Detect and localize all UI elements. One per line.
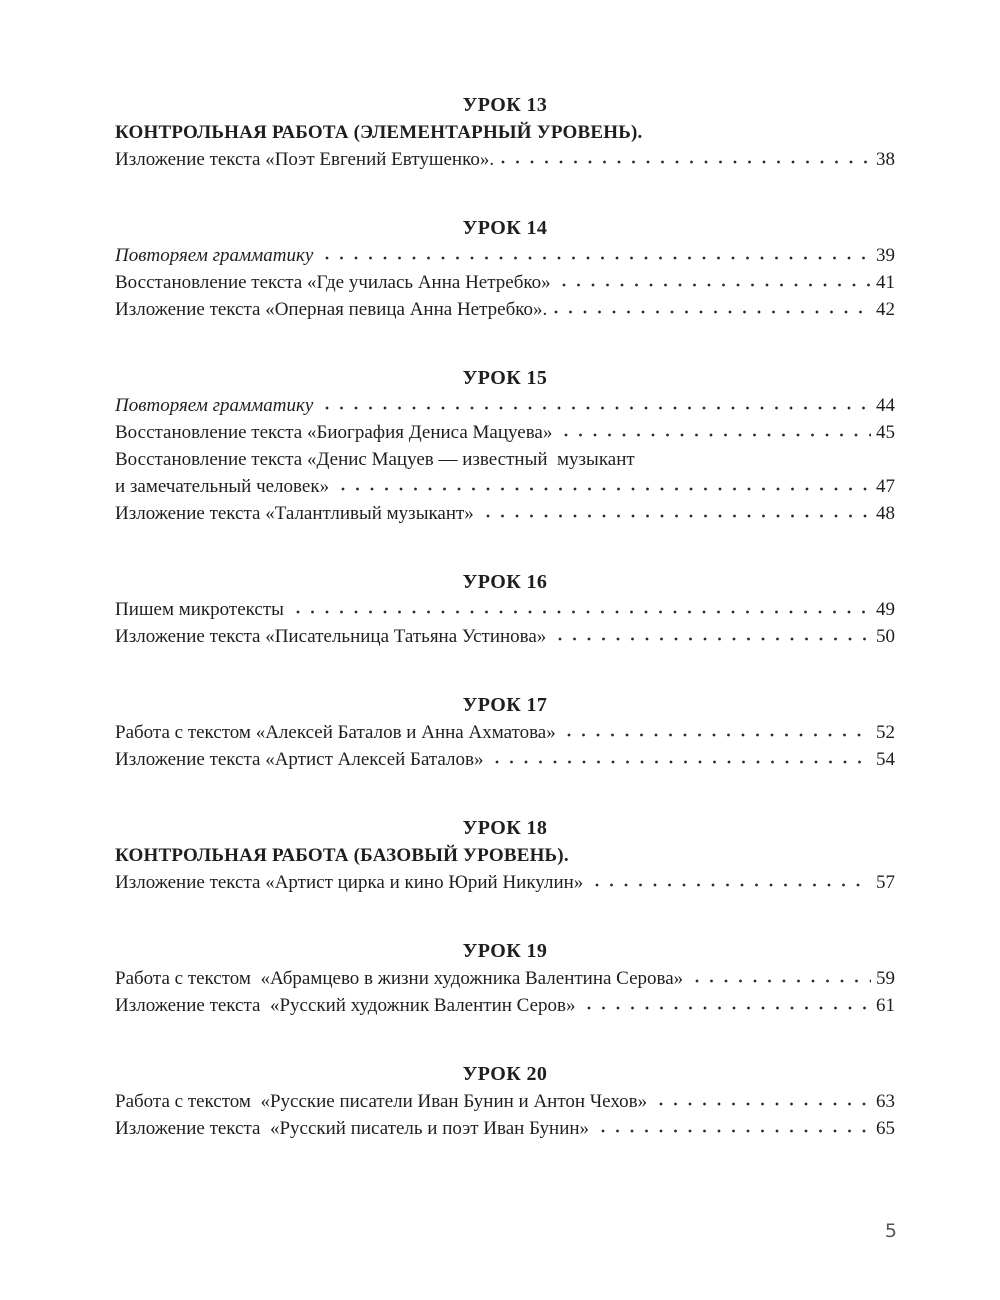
- toc-entry: [115, 965, 895, 992]
- entry-page-number: 61: [876, 995, 895, 1016]
- toc-section: [115, 569, 895, 650]
- entry-title: КОНТРОЛЬНАЯ РАБОТА (БАЗОВЫЙ УРОВЕНЬ).: [115, 845, 569, 866]
- dot-leader: [289, 596, 876, 623]
- toc-entry: [115, 746, 895, 773]
- dot-leader: [688, 965, 876, 992]
- toc-section: [115, 365, 895, 527]
- entry-page-number: 65: [876, 1118, 895, 1139]
- toc-section: [115, 215, 895, 323]
- entry-title: Изложение текста «Русский писатель и поэт Иван Бунин»: [115, 1118, 594, 1139]
- lesson-heading: УРОК 18: [462, 817, 548, 839]
- entry-title: Изложение текста «Писательница Татьяна Устинова»: [115, 626, 552, 647]
- entry-title: Восстановление текста «Биография Дениса Мацуева»: [115, 422, 558, 443]
- entry-page-number: 38: [876, 149, 895, 170]
- dot-leader: [318, 392, 876, 419]
- toc-section: [115, 938, 895, 1019]
- entry-title: Изложение текста «Талантливый музыкант»: [115, 503, 479, 524]
- toc-entry: [115, 296, 895, 323]
- toc-entry: [115, 146, 895, 173]
- toc-section: [115, 1061, 895, 1142]
- dot-leader: [488, 746, 876, 773]
- entry-title: Повторяем грамматику: [115, 245, 319, 266]
- toc-entry: [115, 719, 895, 746]
- entry-title: Изложение текста «Русский художник Валентин Серов»: [115, 995, 581, 1016]
- entry-title: Изложение текста «Артист цирка и кино Юрий Никулин»: [115, 872, 589, 893]
- entry-page-number: 42: [876, 299, 895, 320]
- entry-page-number: 57: [876, 872, 895, 893]
- entry-page-number: 47: [876, 476, 895, 497]
- toc-entry: [115, 119, 895, 146]
- lesson-heading: УРОК 14: [462, 217, 548, 239]
- entry-page-number: 49: [876, 599, 895, 620]
- toc-entry: [115, 419, 895, 446]
- toc-entry: [115, 473, 895, 500]
- toc-entry: [115, 1088, 895, 1115]
- dot-leader: [594, 1115, 876, 1142]
- dot-leader: [555, 269, 876, 296]
- toc-section: [115, 92, 895, 173]
- entry-title: Пишем микротексты: [115, 599, 289, 620]
- dot-leader: [588, 869, 876, 896]
- entry-page-number: 44: [876, 395, 895, 416]
- dot-leader: [551, 623, 876, 650]
- entry-page-number: 48: [876, 503, 895, 524]
- dot-leader: [580, 992, 876, 1019]
- dot-leader: [547, 296, 876, 323]
- entry-page-number: 50: [876, 626, 895, 647]
- entry-title: Работа с текстом «Русские писатели Иван Бунин и Антон Чехов»: [115, 1091, 652, 1112]
- toc-section: [115, 692, 895, 773]
- dot-leader: [557, 419, 876, 446]
- entry-page-number: 39: [876, 245, 895, 266]
- toc-entry: [115, 869, 895, 896]
- entry-title: Повторяем грамматику: [115, 395, 319, 416]
- entry-title: Изложение текста «Оперная певица Анна Нетребко».: [115, 299, 548, 320]
- toc-section: [115, 815, 895, 896]
- entry-title: КОНТРОЛЬНАЯ РАБОТА (ЭЛЕМЕНТАРНЫЙ УРОВЕНЬ).: [115, 122, 643, 143]
- dot-leader: [334, 473, 876, 500]
- page-number: 5: [884, 1220, 897, 1242]
- toc-entry: [115, 269, 895, 296]
- toc-entry: [115, 623, 895, 650]
- entry-page-number: 63: [876, 1091, 895, 1112]
- entry-page-number: 45: [876, 422, 895, 443]
- toc-entry: [115, 596, 895, 623]
- entry-page-number: 52: [876, 722, 895, 743]
- toc-entry: [115, 392, 895, 419]
- toc-entry: [115, 992, 895, 1019]
- toc-entry: [115, 500, 895, 527]
- dot-leader: [560, 719, 876, 746]
- lesson-heading: УРОК 16: [462, 571, 548, 593]
- entry-page-number: 41: [876, 272, 895, 293]
- toc-entry: [115, 242, 895, 269]
- dot-leader: [494, 146, 876, 173]
- entry-title: Изложение текста «Артист Алексей Баталов»: [115, 749, 489, 770]
- dot-leader: [479, 500, 876, 527]
- lesson-heading: УРОК 17: [462, 694, 548, 716]
- entry-title: Работа с текстом «Алексей Баталов и Анна Ахматова»: [115, 722, 561, 743]
- lesson-heading: УРОК 20: [462, 1063, 548, 1085]
- entry-title: Восстановление текста «Где училась Анна Нетребко»: [115, 272, 556, 293]
- dot-leader: [318, 242, 876, 269]
- entry-title: Изложение текста «Поэт Евгений Евтушенко».: [115, 149, 495, 170]
- dot-leader: [652, 1088, 876, 1115]
- lesson-heading: УРОК 13: [462, 94, 548, 116]
- toc: [115, 92, 895, 1184]
- toc-entry: [115, 1115, 895, 1142]
- entry-title: Работа с текстом «Абрамцево в жизни художника Валентина Серова»: [115, 968, 688, 989]
- toc-entry: [115, 842, 895, 869]
- toc-entry: [115, 446, 895, 473]
- entry-title: Восстановление текста «Денис Мацуев — известный музыкант: [115, 449, 635, 470]
- entry-page-number: 59: [876, 968, 895, 989]
- lesson-heading: УРОК 15: [462, 367, 548, 389]
- entry-page-number: 54: [876, 749, 895, 770]
- entry-title: и замечательный человек»: [115, 476, 334, 497]
- lesson-heading: УРОК 19: [462, 940, 548, 962]
